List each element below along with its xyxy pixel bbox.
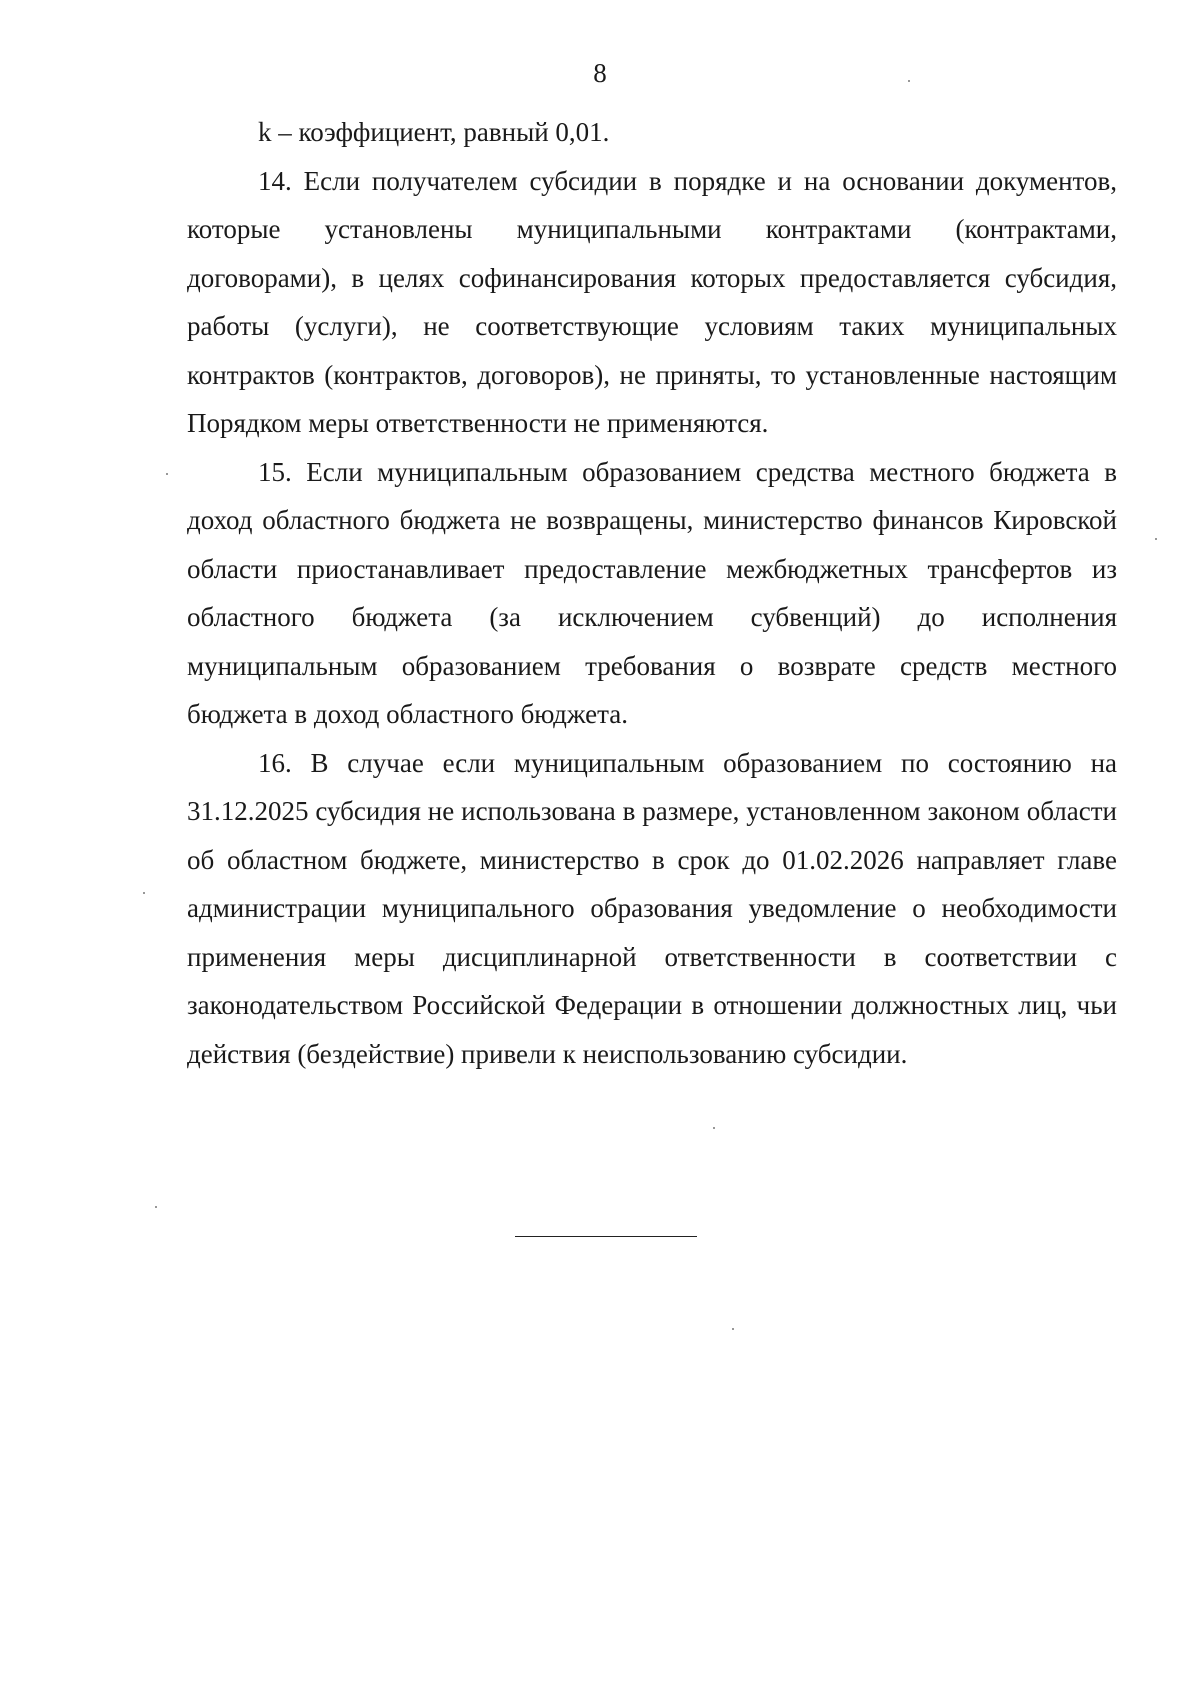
paragraph-16: 16. В случае если муниципальным образованием по состоянию на 31.12.2025 субсидия не использована в размере, установленном законом области об областном бюджете, министерство в срок до 01.02.2026 направляет главе администрации муниципального образования уведомление о необходимости применения меры дисциплинарной ответственности в соответствии с законодательством Российской Федерации в отношении должностных лиц, чьи действия (бездействие) привели к неиспользованию субсидии. <box>187 747 1117 1069</box>
page-number: 8 <box>593 58 607 88</box>
scan-speck <box>143 892 145 894</box>
scan-speck <box>713 1127 715 1129</box>
scan-speck <box>908 80 910 82</box>
document-body <box>187 108 1117 1078</box>
paragraph-14: 14. Если получателем субсидии в порядке и на основании документов, которые установлены муниципальными контрактами (контрактами, договорами), в целях софинансирования которых предоставляется субсидия, работы (услуги), не соответствующие условиям таких муниципальных контрактов (контрактов, договоров), не приняты, то установленные настоящим Порядком меры ответственности не применяются. <box>187 165 1117 438</box>
scan-speck <box>732 1328 734 1330</box>
paragraph-15: 15. Если муниципальным образованием средства местного бюджета в доход областного бюджета не возвращены, министерство финансов Кировской области приостанавливает предоставление межбюджетных трансфертов из областного бюджета (за исключением субвенций) до исполнения муниципальным образованием требования о возврате средств местного бюджета в доход областного бюджета. <box>187 456 1117 729</box>
scan-speck <box>166 473 168 475</box>
end-of-document-rule <box>515 1236 697 1237</box>
coefficient-definition: k – коэффициент, равный 0,01. <box>258 117 610 147</box>
scan-speck <box>1155 538 1157 540</box>
scan-speck <box>155 1206 157 1208</box>
